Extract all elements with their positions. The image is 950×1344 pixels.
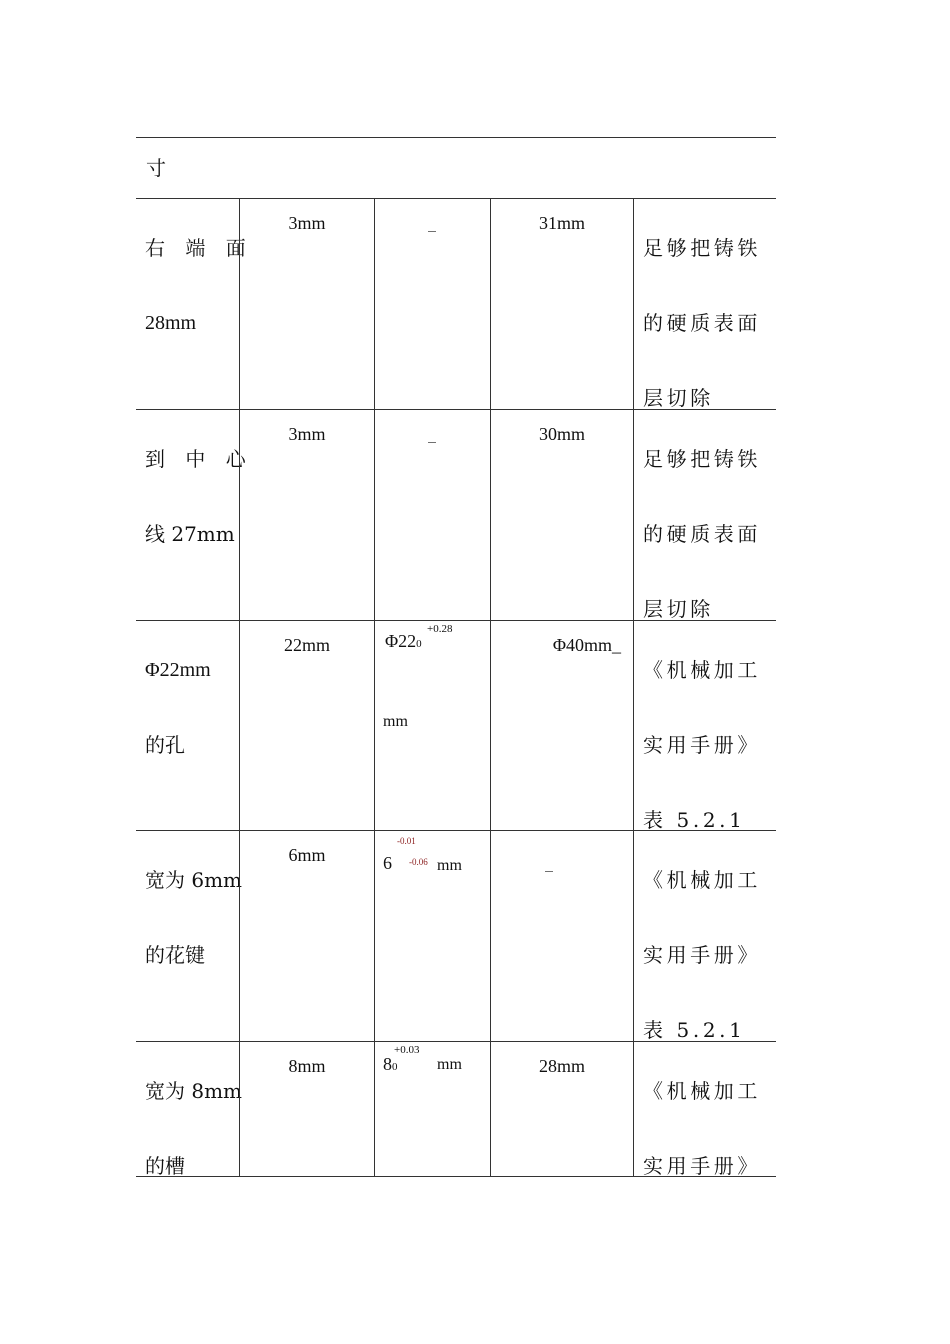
- table-row: [136, 1041, 776, 1177]
- table-row: [136, 198, 776, 409]
- note-cell: [633, 410, 776, 620]
- tolerance-cell: [374, 1042, 490, 1176]
- tolerance-lower: -0.06: [409, 857, 428, 867]
- table-row: [136, 620, 776, 830]
- feature-cell: [136, 831, 243, 1041]
- allowance-cell: [239, 199, 374, 409]
- note-line: 足够把铸铁: [643, 236, 761, 260]
- tolerance-lower: 0: [416, 638, 422, 650]
- tolerance-unit: mm: [383, 713, 408, 730]
- blank-size-value: Φ40mm_: [552, 635, 621, 655]
- feature-cell: [136, 621, 239, 830]
- blank-size-value: 30mm: [538, 424, 585, 444]
- note-line: 层切除: [643, 597, 714, 621]
- tolerance-cell: [374, 199, 490, 409]
- allowance-cell: [239, 1042, 374, 1176]
- feature-line: 右 端 面: [145, 236, 253, 260]
- allowance-value: 8mm: [288, 1056, 326, 1076]
- header-fragment: 寸: [146, 156, 166, 180]
- table-row: [136, 409, 776, 620]
- feature-cell: [136, 1042, 243, 1178]
- tolerance-upper: +0.03: [394, 1044, 420, 1056]
- tolerance-base: 8: [383, 1054, 392, 1074]
- allowance-value: 3mm: [288, 213, 326, 233]
- note-line: 《机械加工: [643, 1079, 761, 1103]
- note-cell: [633, 831, 776, 1041]
- feature-line: Φ22mm: [145, 659, 211, 681]
- tolerance-dash: _: [428, 424, 436, 443]
- note-line: 《机械加工: [643, 868, 761, 892]
- tolerance-upper: -0.01: [397, 836, 416, 846]
- feature-line: 到 中 心: [145, 447, 253, 471]
- blank-size-dash: _: [545, 853, 553, 872]
- feature-cell: [136, 199, 253, 409]
- allowance-cell: [239, 621, 374, 830]
- allowance-cell: [239, 410, 374, 620]
- tolerance-unit: mm: [437, 857, 462, 874]
- tolerance-dash: _: [428, 213, 436, 232]
- feature-line: 的槽: [145, 1154, 185, 1178]
- note-line: 足够把铸铁: [643, 447, 761, 471]
- blank-size-cell: [490, 410, 633, 620]
- feature-line: 的花键: [145, 943, 205, 967]
- tolerance-value: [385, 631, 422, 652]
- tolerance-cell: [374, 621, 490, 830]
- blank-size-value: 28mm: [538, 1056, 585, 1076]
- tolerance-upper: +0.28: [427, 623, 453, 635]
- note-line: 的硬质表面: [643, 522, 761, 546]
- note-cell: [633, 621, 776, 830]
- blank-size-cell: [490, 199, 633, 409]
- note-line: 实用手册》: [643, 1154, 761, 1178]
- allowance-value: 22mm: [283, 635, 330, 655]
- tolerance-cell: [374, 410, 490, 620]
- feature-line: 宽为 8mm: [145, 1079, 243, 1103]
- allowance-value: 6mm: [288, 845, 326, 865]
- tolerance-base: Φ22: [385, 631, 417, 651]
- note-line: 《机械加工: [643, 658, 761, 682]
- tolerance-cell: [374, 831, 490, 1041]
- feature-line: 28mm: [145, 312, 197, 334]
- allowance-value: 3mm: [288, 424, 326, 444]
- document-table: [136, 137, 776, 1177]
- note-line: 的硬质表面: [643, 311, 761, 335]
- note-line: 层切除: [643, 386, 714, 410]
- tolerance-value: [383, 1054, 398, 1075]
- tolerance-unit: mm: [437, 1056, 462, 1073]
- feature-cell: [136, 410, 253, 620]
- note-cell: [633, 1042, 776, 1176]
- note-cell: [633, 199, 776, 409]
- note-line: 实用手册》: [643, 733, 761, 757]
- tolerance-base: 6: [383, 853, 392, 873]
- note-line: 表 5.2.1: [643, 808, 746, 832]
- blank-size-value: 31mm: [538, 213, 585, 233]
- table-row: [136, 830, 776, 1041]
- allowance-cell: [239, 831, 374, 1041]
- note-line: 实用手册》: [643, 943, 761, 967]
- blank-size-cell: [490, 831, 633, 1041]
- note-line: 表 5.2.1: [643, 1018, 746, 1042]
- feature-line: 的孔: [145, 733, 185, 757]
- feature-line: 宽为 6mm: [145, 868, 243, 892]
- blank-size-cell: [490, 621, 633, 830]
- feature-line: 线 27mm: [145, 522, 235, 546]
- header-fragment-row: [136, 137, 776, 198]
- tolerance-lower: 0: [392, 1061, 398, 1073]
- blank-size-cell: [490, 1042, 633, 1176]
